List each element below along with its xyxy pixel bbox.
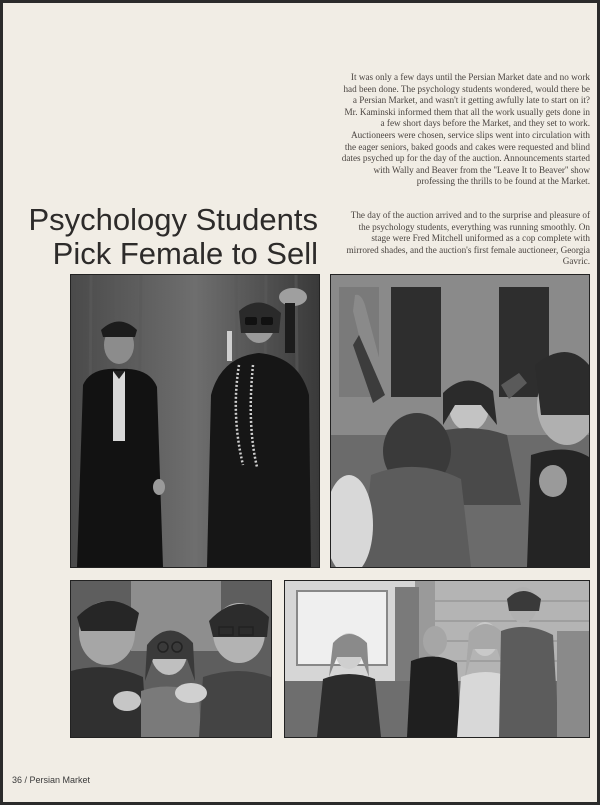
article-paragraph-1: It was only a few days until the Persian Market date and no work had been done. The psychology students wondered, would there be a Persian Market, and wasn't it getting awfully late to start on it? Mr. Kaminski informed them that all the work usually gets done in a few short days before the Market, and they set to work. Auctioneers were chosen, service slips went into circulation with the eager seniors, baked goods and cakes were requested and blind dates psyched up for the day of the auction. Announcements started with Wally and Beaver from the ''Leave It to Beaver'' show professing the thrills to be found at the Market. <box>341 72 590 187</box>
headline-line-2: Pick Female to Sell <box>52 236 318 271</box>
photo-cheering-crowd <box>330 274 590 568</box>
photo-students-closeup <box>70 580 272 738</box>
photo-hallway-students <box>284 580 590 738</box>
page-folio: 36 / Persian Market <box>12 775 91 785</box>
photo-stage-auctioneers <box>70 274 320 568</box>
article-paragraph-2: The day of the auction arrived and to the surprise and pleasure of the psychology students, everything was running smoothly. On stage were Fred Mitchell uniformed as a cop complete with mirrored shades, and the auction's first female auctioneer, Georgia Gavric. <box>346 210 590 267</box>
headline-line-1: Psychology Students <box>28 202 318 237</box>
